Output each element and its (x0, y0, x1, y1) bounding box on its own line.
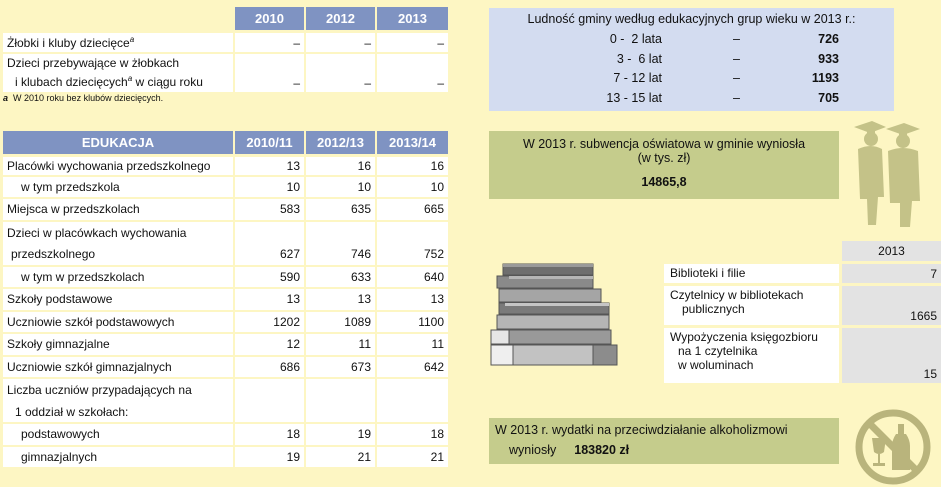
education-cell (306, 379, 377, 402)
education-cell: 633 (306, 267, 377, 290)
population-row (489, 91, 894, 109)
subsidy-value: 14865,8 (641, 175, 687, 189)
education-header-2012-13: 2012/13 (306, 131, 377, 154)
education-cell: 21 (377, 447, 448, 470)
library-label-line: Czytelnicy w bibliotekach (670, 288, 804, 302)
education-row (3, 379, 448, 402)
education-row-label: w tym w przedszkolach (3, 267, 235, 290)
alcohol-value: 183820 zł (574, 443, 630, 457)
education-row (3, 154, 448, 177)
education-row (3, 402, 448, 425)
population-value: 726 (818, 32, 839, 46)
education-row-label: Szkoły gimnazjalne (3, 334, 235, 357)
education-row-label: w tym przedszkola (3, 177, 235, 200)
library-row (664, 328, 941, 386)
education-row-label: 1 oddział w szkołach: (3, 402, 235, 425)
education-row-label: Dzieci w placówkach wychowania (3, 222, 235, 245)
childcare-cell: – (235, 54, 306, 94)
education-cell: 19 (306, 424, 377, 447)
education-row (3, 357, 448, 380)
library-cell: 1665 (842, 286, 941, 328)
education-cell: 19 (235, 447, 306, 470)
childcare-cell: – (306, 30, 377, 54)
education-cell: 13 (377, 289, 448, 312)
education-row-label: podstawowych (3, 424, 235, 447)
education-row (3, 447, 448, 470)
education-cell: 640 (377, 267, 448, 290)
library-header-year: 2013 (842, 241, 941, 264)
childcare-cell: – (377, 30, 448, 54)
alcohol-text-line1: W 2013 r. wydatki na przeciwdziałanie alkoholizmowi (495, 423, 788, 437)
library-label-line: Biblioteki i filie (670, 266, 746, 280)
subsidy-text-line2: (w tys. zł) (637, 151, 691, 165)
population-value: 705 (818, 90, 839, 105)
population-age-group: 13 - 15 lat (606, 90, 662, 105)
childcare-row-label: Żłobki i kluby dziecięce$^a$ (3, 30, 235, 54)
education-header-2010-11: 2010/11 (235, 131, 306, 154)
population-row (489, 52, 894, 70)
childcare-header-2012: 2012 (306, 7, 377, 30)
education-cell: 590 (235, 267, 306, 290)
population-value: 1193 (811, 71, 839, 85)
education-cell: 13 (306, 289, 377, 312)
library-label-line: na 1 czytelnika (678, 344, 758, 358)
education-row-label: Uczniowie szkół gimnazjalnych (3, 357, 235, 380)
education-header-2013-14: 2013/14 (377, 131, 448, 154)
education-cell: 13 (235, 289, 306, 312)
education-row-label: przedszkolnego (3, 244, 235, 267)
education-table (3, 131, 448, 469)
childcare-footnote: a W 2010 roku bez klubów dziecięcych. (3, 93, 164, 103)
library-table (664, 241, 941, 386)
education-cell (306, 402, 377, 425)
education-cell (306, 222, 377, 245)
education-cell: 11 (306, 334, 377, 357)
education-cell: 1089 (306, 312, 377, 335)
subsidy-box (489, 131, 839, 199)
population-age-group: 3 - 6 lat (616, 51, 662, 66)
education-row (3, 199, 448, 222)
library-body (664, 264, 941, 386)
education-row-label: Uczniowie szkół podstawowych (3, 312, 235, 335)
education-row-label: Liczba uczniów przypadających na (3, 379, 235, 402)
population-dash: – (733, 32, 740, 46)
population-title: Ludność gminy według edukacyjnych grup wieku w 2013 r.: (527, 12, 856, 26)
alcohol-text-line2: wyniosły 183820 zł (509, 443, 630, 457)
education-cell: 746 (306, 244, 377, 267)
education-cell: 11 (377, 334, 448, 357)
education-cell: 627 (235, 244, 306, 267)
graduates-icon (848, 117, 928, 229)
education-cell (377, 379, 448, 402)
education-row (3, 334, 448, 357)
childcare-cell: – (306, 54, 377, 94)
education-cell: 583 (235, 199, 306, 222)
population-dash: – (733, 51, 740, 66)
education-cell: 10 (235, 177, 306, 200)
education-cell (377, 222, 448, 245)
population-age-group: 0 - 2 lata (609, 32, 662, 46)
education-row-label: Miejsca w przedszkolach (3, 199, 235, 222)
education-cell (235, 222, 306, 245)
population-dash: – (733, 71, 740, 85)
education-row (3, 424, 448, 447)
footnote-marker: a (127, 74, 133, 83)
education-cell: 16 (377, 154, 448, 177)
childcare-header-blank (3, 7, 235, 30)
population-dash: – (733, 90, 740, 105)
books-stack-icon (489, 258, 629, 370)
library-label-line: publicznych (682, 302, 745, 316)
education-row (3, 267, 448, 290)
education-cell: 16 (306, 154, 377, 177)
childcare-table (3, 7, 448, 94)
education-cell: 665 (377, 199, 448, 222)
library-row (664, 286, 941, 328)
childcare-cell: – (377, 54, 448, 94)
education-cell: 10 (377, 177, 448, 200)
education-cell: 752 (377, 244, 448, 267)
education-cell: 13 (235, 154, 306, 177)
education-row (3, 177, 448, 200)
no-alcohol-icon (854, 408, 932, 486)
library-header-blank (664, 241, 842, 264)
education-row (3, 222, 448, 245)
library-row-label (664, 264, 842, 286)
subsidy-text-line1: W 2013 r. subwencja oświatowa w gminie wyniosła (522, 137, 806, 151)
education-row-label: Placówki wychowania przedszkolnego (3, 154, 235, 177)
library-row (664, 264, 941, 286)
education-cell: 18 (235, 424, 306, 447)
library-row-label (664, 328, 842, 386)
education-title: EDUKACJA (3, 131, 235, 154)
education-cell: 642 (377, 357, 448, 380)
population-row (489, 71, 894, 89)
education-cell: 673 (306, 357, 377, 380)
childcare-cell: – (235, 30, 306, 54)
education-row (3, 312, 448, 335)
library-row-label (664, 286, 842, 328)
population-age-group: 7 - 12 lat (613, 71, 662, 85)
childcare-header-2013: 2013 (377, 7, 448, 30)
education-row-label: Szkoły podstawowe (3, 289, 235, 312)
library-label-line: Wypożyczenia księgozbioru (670, 330, 818, 344)
footnote-marker: a (129, 35, 135, 44)
population-box (489, 8, 894, 111)
population-value: 933 (818, 51, 839, 66)
education-cell (377, 402, 448, 425)
childcare-row-label: Dzieci przebywające w żłobkach i klubach dziecięcych$^a$ w ciągu roku (3, 54, 235, 94)
education-cell: 12 (235, 334, 306, 357)
education-cell (235, 402, 306, 425)
education-cell: 1100 (377, 312, 448, 335)
population-row (489, 32, 894, 50)
education-cell: 686 (235, 357, 306, 380)
education-cell: 21 (306, 447, 377, 470)
library-cell: 15 (842, 328, 941, 386)
education-cell: 18 (377, 424, 448, 447)
childcare-header-2010: 2010 (235, 7, 306, 30)
education-cell (235, 379, 306, 402)
education-cell: 10 (306, 177, 377, 200)
library-label-line: w woluminach (678, 358, 754, 372)
education-cell: 1202 (235, 312, 306, 335)
alcohol-box (489, 418, 839, 464)
education-cell: 635 (306, 199, 377, 222)
education-row (3, 289, 448, 312)
education-row-label: gimnazjalnych (3, 447, 235, 470)
education-row (3, 244, 448, 267)
library-cell: 7 (842, 264, 941, 286)
education-body (3, 154, 448, 470)
